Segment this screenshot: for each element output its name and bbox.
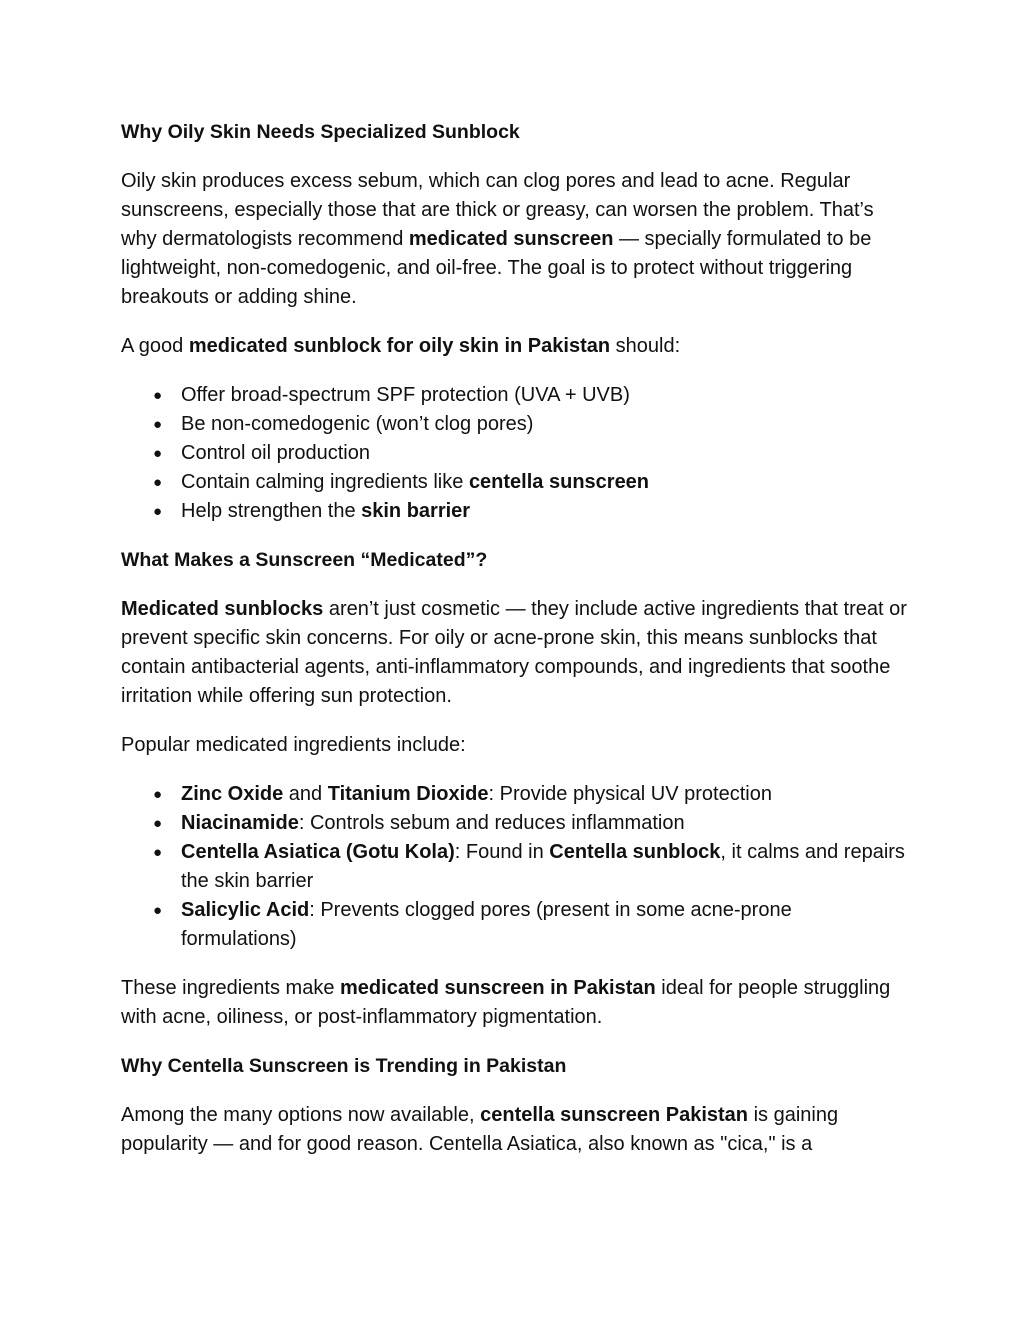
- list-item: [121, 838, 911, 896]
- bullet-icon: ●: [153, 786, 163, 803]
- paragraph-popular-ingredients: Popular medicated ingredients include:: [121, 734, 466, 756]
- bullet-icon: ●: [153, 902, 163, 919]
- heading-medicated: What Makes a Sunscreen “Medicated”?: [121, 549, 488, 571]
- bold-run: Niacinamide: [181, 812, 299, 834]
- text-run: and: [283, 783, 328, 805]
- bold-run: Centella Asiatica (Gotu Kola): [181, 841, 455, 863]
- text-run: : Controls sebum and reduces inflammation: [298, 812, 685, 834]
- list-item: [121, 896, 911, 954]
- bold-run: Zinc Oxide: [181, 783, 284, 805]
- text-run: Among the many options now available,: [121, 1104, 481, 1126]
- text-run: Control oil production: [181, 442, 370, 464]
- list-item: [121, 468, 911, 497]
- bold-run: skin barrier: [361, 500, 471, 522]
- text-run: Offer broad-spectrum SPF protection (UVA + UVB): [181, 384, 630, 406]
- text-run: Contain calming ingredients like: [181, 471, 469, 493]
- paragraph-medicated-sunblocks: [121, 595, 911, 711]
- list-item: [121, 809, 911, 838]
- paragraph-good-sunblock: [121, 332, 911, 361]
- text-run: Be non-comedogenic (won’t clog pores): [181, 413, 534, 435]
- bold-run: Titanium Dioxide: [327, 783, 489, 805]
- list-item: [121, 780, 911, 809]
- text-run: ideal for people struggling with acne, oiliness, or post-inflammatory pigmentation.: [121, 977, 891, 1028]
- paragraph-centella-popularity: [121, 1101, 911, 1159]
- list-item: [121, 410, 911, 439]
- heading-oily-skin: Why Oily Skin Needs Specialized Sunblock: [121, 121, 520, 143]
- text-run: aren’t just cosmetic — they include active ingredients that treat or prevent specific skin concerns. For oily or acne-prone skin, this means sunblocks that contain antibacterial agents, anti-inflammatory compounds, and ingredients that soothe irritation while offering sun protection.: [121, 598, 907, 707]
- text-run: , it calms and repairs the skin barrier: [181, 841, 905, 892]
- heading-centella-trending: Why Centella Sunscreen is Trending in Pakistan: [121, 1055, 567, 1077]
- bold-run: Salicylic Acid: [181, 899, 310, 921]
- list-sunblock-criteria: [121, 381, 911, 526]
- document-page: [121, 118, 911, 1159]
- bold-run: medicated sunscreen in Pakistan: [340, 977, 656, 999]
- bold-run: centella sunscreen Pakistan: [480, 1104, 749, 1126]
- bold-run: medicated sunscreen: [408, 228, 614, 250]
- paragraph-ingredients-summary: [121, 974, 911, 1032]
- text-run: : Provide physical UV protection: [488, 783, 772, 805]
- text-run: : Prevents clogged pores (present in some acne-prone formulations): [181, 899, 792, 950]
- bullet-icon: ●: [153, 474, 163, 491]
- bullet-icon: ●: [153, 387, 163, 404]
- bullet-icon: ●: [153, 844, 163, 861]
- text-run: is gaining popularity — and for good reason. Centella Asiatica, also known as "cica," is a: [121, 1104, 839, 1155]
- text-run: should:: [610, 335, 681, 357]
- bullet-icon: ●: [153, 815, 163, 832]
- list-item: [121, 439, 911, 468]
- list-item: [121, 381, 911, 410]
- bullet-icon: ●: [153, 445, 163, 462]
- bold-run: centella sunscreen: [468, 471, 650, 493]
- text-run: These ingredients make: [121, 977, 341, 999]
- bullet-icon: ●: [153, 416, 163, 433]
- text-run: — specially formulated to be lightweight, non-comedogenic, and oil-free. The goal is to protect without triggering breakouts or adding shine.: [121, 228, 872, 308]
- text-run: : Found in: [454, 841, 550, 863]
- bullet-icon: ●: [153, 503, 163, 520]
- bold-run: Centella sunblock: [549, 841, 721, 863]
- list-item: [121, 497, 911, 526]
- text-run: Oily skin produces excess sebum, which can clog pores and lead to acne. Regular sunscreens, especially those that are thick or greasy, can worsen the problem. That’s why dermatologists recommend: [121, 170, 874, 250]
- text-run: A good: [121, 335, 189, 357]
- bold-run: medicated sunblock for oily skin in Pakistan: [188, 335, 611, 357]
- bold-run: Medicated sunblocks: [121, 598, 324, 620]
- list-ingredients: [121, 780, 911, 954]
- paragraph-oily-skin-intro: [121, 167, 911, 312]
- text-run: Help strengthen the: [181, 500, 362, 522]
